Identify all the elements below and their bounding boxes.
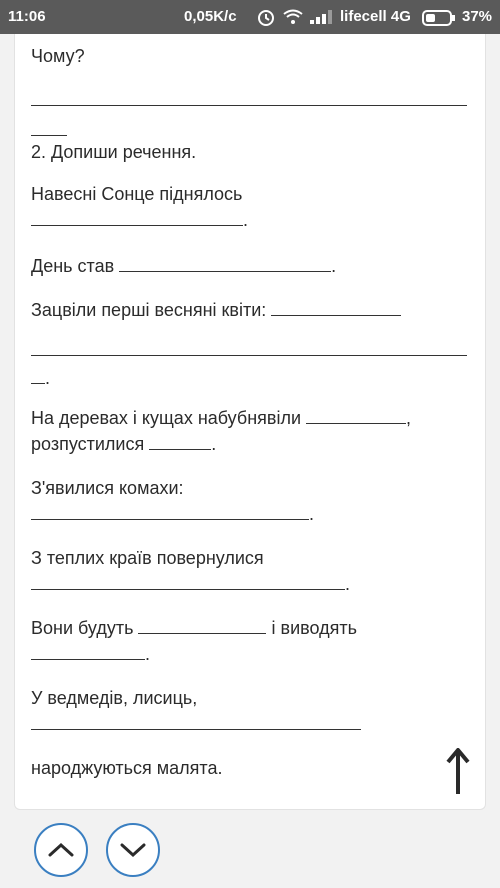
status-carrier: lifecell 4G xyxy=(340,8,411,25)
worksheet-card xyxy=(14,34,486,810)
sentence-3-blank-end: . xyxy=(31,368,50,389)
sentence-4: На деревах і кущах набубнявіли , xyxy=(31,408,412,428)
bottom-navigation xyxy=(0,810,500,888)
sentence-8: У ведмедів, лисиць, xyxy=(31,688,198,708)
signal-icon xyxy=(310,10,334,28)
sentence-6-blank: . xyxy=(31,574,350,595)
why-question: Чому? xyxy=(31,46,85,66)
status-time: 11:06 xyxy=(8,8,46,25)
sentence-4b: розпустилися . xyxy=(31,434,217,454)
sentence-5-blank: . xyxy=(31,504,314,525)
sentence-3: Зацвіли перші весняні квіти: xyxy=(31,300,401,321)
sentence-6: З теплих країв повернулися xyxy=(31,548,264,568)
sentence-7: Вони будуть і виводять xyxy=(31,618,357,638)
sentence-1-blank: . xyxy=(31,210,248,231)
status-network-speed: 0,05K/c xyxy=(184,8,237,25)
sentence-5: З'явилися комахи: xyxy=(31,478,184,498)
answer-blank-line xyxy=(31,90,467,111)
sentence-8-blank xyxy=(31,714,361,735)
task-title: 2. Допиши речення. xyxy=(31,142,197,162)
previous-button[interactable] xyxy=(34,823,88,877)
next-button[interactable] xyxy=(106,823,160,877)
wifi-icon xyxy=(283,9,303,29)
arrow-up-icon[interactable] xyxy=(445,748,471,796)
sentence-2: День став . xyxy=(31,256,337,276)
status-bar xyxy=(0,0,500,34)
sentence-9: народжуються малята. xyxy=(31,758,223,778)
battery-icon xyxy=(422,10,456,30)
sentence-1: Навесні Сонце піднялось xyxy=(31,184,243,204)
answer-blank-continuation xyxy=(31,120,67,141)
sentence-7-blank: . xyxy=(31,644,150,665)
alarm-icon xyxy=(256,7,276,31)
status-battery-percent: 37% xyxy=(462,8,493,25)
sentence-3-blank xyxy=(31,340,467,361)
